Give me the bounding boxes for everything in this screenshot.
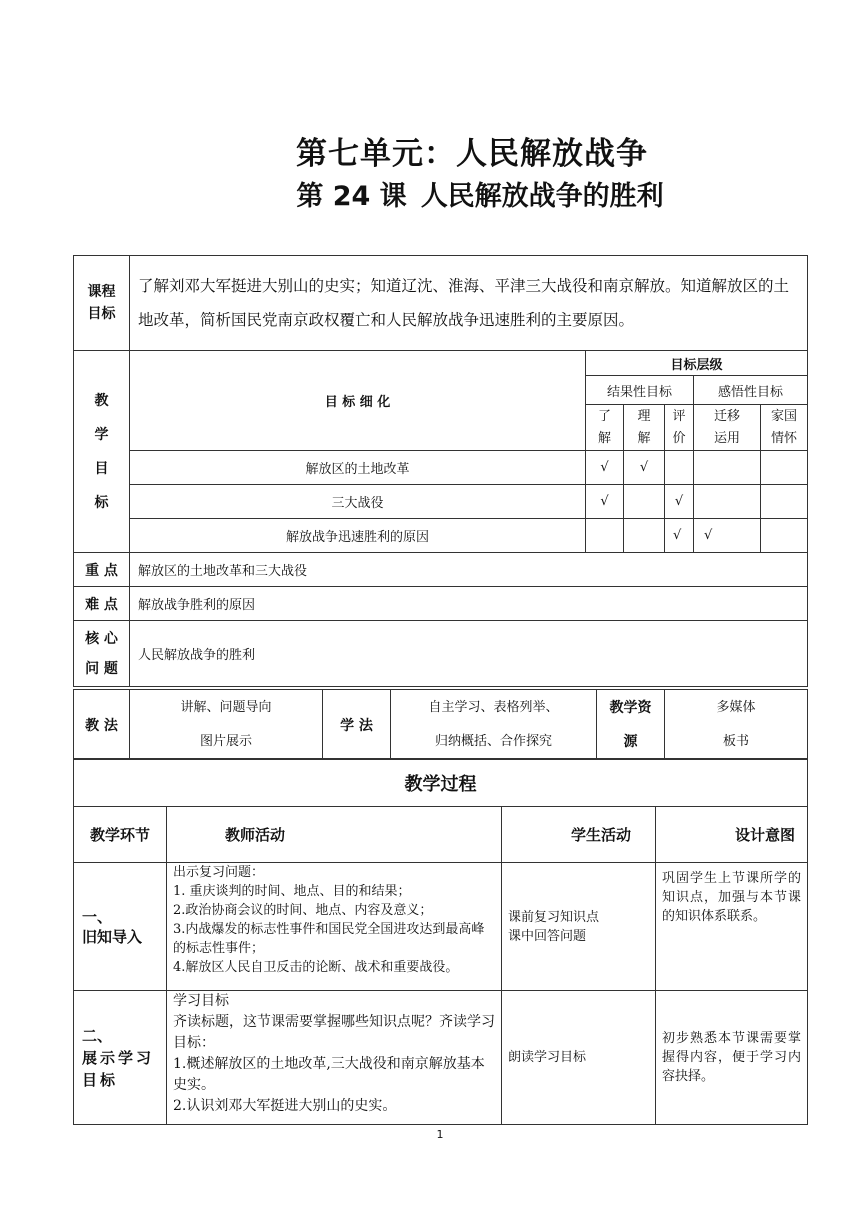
- goal-row: 解放战争迅速胜利的原因 √ √: [74, 519, 808, 553]
- difficult-point-text: 解放战争胜利的原因: [130, 587, 808, 621]
- col-understand: 了 解: [586, 405, 624, 451]
- student-header: 学生活动: [502, 807, 656, 863]
- teacher-cell: 学习目标 齐读标题，这节课需要掌握哪些知识点呢？齐读学习目标： 1.概述解放区的土地改革,三大战役和南京解放基本史实。 2.认识刘邓大军挺进大别山的史实。: [167, 991, 502, 1125]
- teaching-goal-label: 教 学 目 标: [74, 351, 130, 553]
- goal-row: 三大战役 √ √: [74, 485, 808, 519]
- stage-cell: 二、 展示学习目标: [74, 991, 167, 1125]
- process-title: 教学过程: [74, 759, 808, 807]
- teacher-cell: 出示复习问题： 1. 重庆谈判的时间、地点、目的和结果； 2.政治协商会议的时间、地点、内容及意义； 3.内战爆发的标志性事件和国民党全国进攻达到最高峰的标志性事件； 4.解放区人民自卫反击的论断、战术和重要战役。: [167, 863, 502, 991]
- student-cell: 朗读学习目标: [502, 991, 656, 1125]
- col-transfer: 迁移 运用: [694, 405, 761, 451]
- difficult-point-label: 难 点: [74, 587, 130, 621]
- stage-cell: 一、 旧知导入: [74, 863, 167, 991]
- resource-label: 教学资 源: [597, 690, 665, 760]
- intent-cell: 初步熟悉本节课需要掌握得内容，便于学习内容抉择。: [656, 991, 808, 1125]
- lesson-number: 第 24 课: [296, 181, 407, 212]
- teacher-header: 教师活动: [167, 807, 502, 863]
- student-cell: 课前复习知识点 课中回答问题: [502, 863, 656, 991]
- intent-header: 设计意图: [656, 807, 808, 863]
- col-comprehend: 理 解: [624, 405, 665, 451]
- process-row: [74, 863, 808, 991]
- col-evaluate: 评 价: [665, 405, 694, 451]
- resource-text: 多媒体 板书: [665, 690, 808, 760]
- methods-table: [73, 689, 808, 760]
- course-goal-label: 课程 目标: [74, 256, 130, 351]
- objectives-table: [73, 255, 808, 687]
- unit-title: 第七单元：人民解放战争: [296, 136, 648, 172]
- process-table: [73, 758, 808, 1125]
- col-patriotism: 家国 情怀: [761, 405, 808, 451]
- core-question-label: 核 心 问 题: [74, 621, 130, 687]
- page-number: 1: [436, 1128, 444, 1141]
- teach-method-text: 讲解、问题导向 图片展示: [130, 690, 323, 760]
- goal-level-header: 目标层级: [586, 351, 808, 376]
- goal-detail-header: 目 标 细 化: [130, 351, 586, 451]
- intent-cell: 巩固学生上节课所学的知识点，加强与本节课的知识体系联系。: [656, 863, 808, 991]
- lesson-name: 人民解放战争的胜利: [420, 181, 664, 212]
- learn-method-text: 自主学习、表格列举、 归纳概括、合作探究: [391, 690, 597, 760]
- lesson-title: [0, 174, 860, 213]
- key-point-text: 解放区的土地改革和三大战役: [130, 553, 808, 587]
- teach-method-label: 教 法: [74, 690, 130, 760]
- result-goal-header: 结果性目标: [586, 376, 694, 405]
- learn-method-label: 学 法: [323, 690, 391, 760]
- core-question-text: 人民解放战争的胜利: [130, 621, 808, 687]
- feeling-goal-header: 感悟性目标: [694, 376, 808, 405]
- stage-header: 教学环节: [74, 807, 167, 863]
- goal-row: 解放区的土地改革 √ √: [74, 451, 808, 485]
- course-goal-text: 了解刘邓大军挺进大别山的史实；知道辽沈、淮海、平津三大战役和南京解放。知道解放区的土地改革，简析国民党南京政权覆亡和人民解放战争迅速胜利的主要原因。: [130, 256, 808, 351]
- key-point-label: 重 点: [74, 553, 130, 587]
- process-row: [74, 991, 808, 1125]
